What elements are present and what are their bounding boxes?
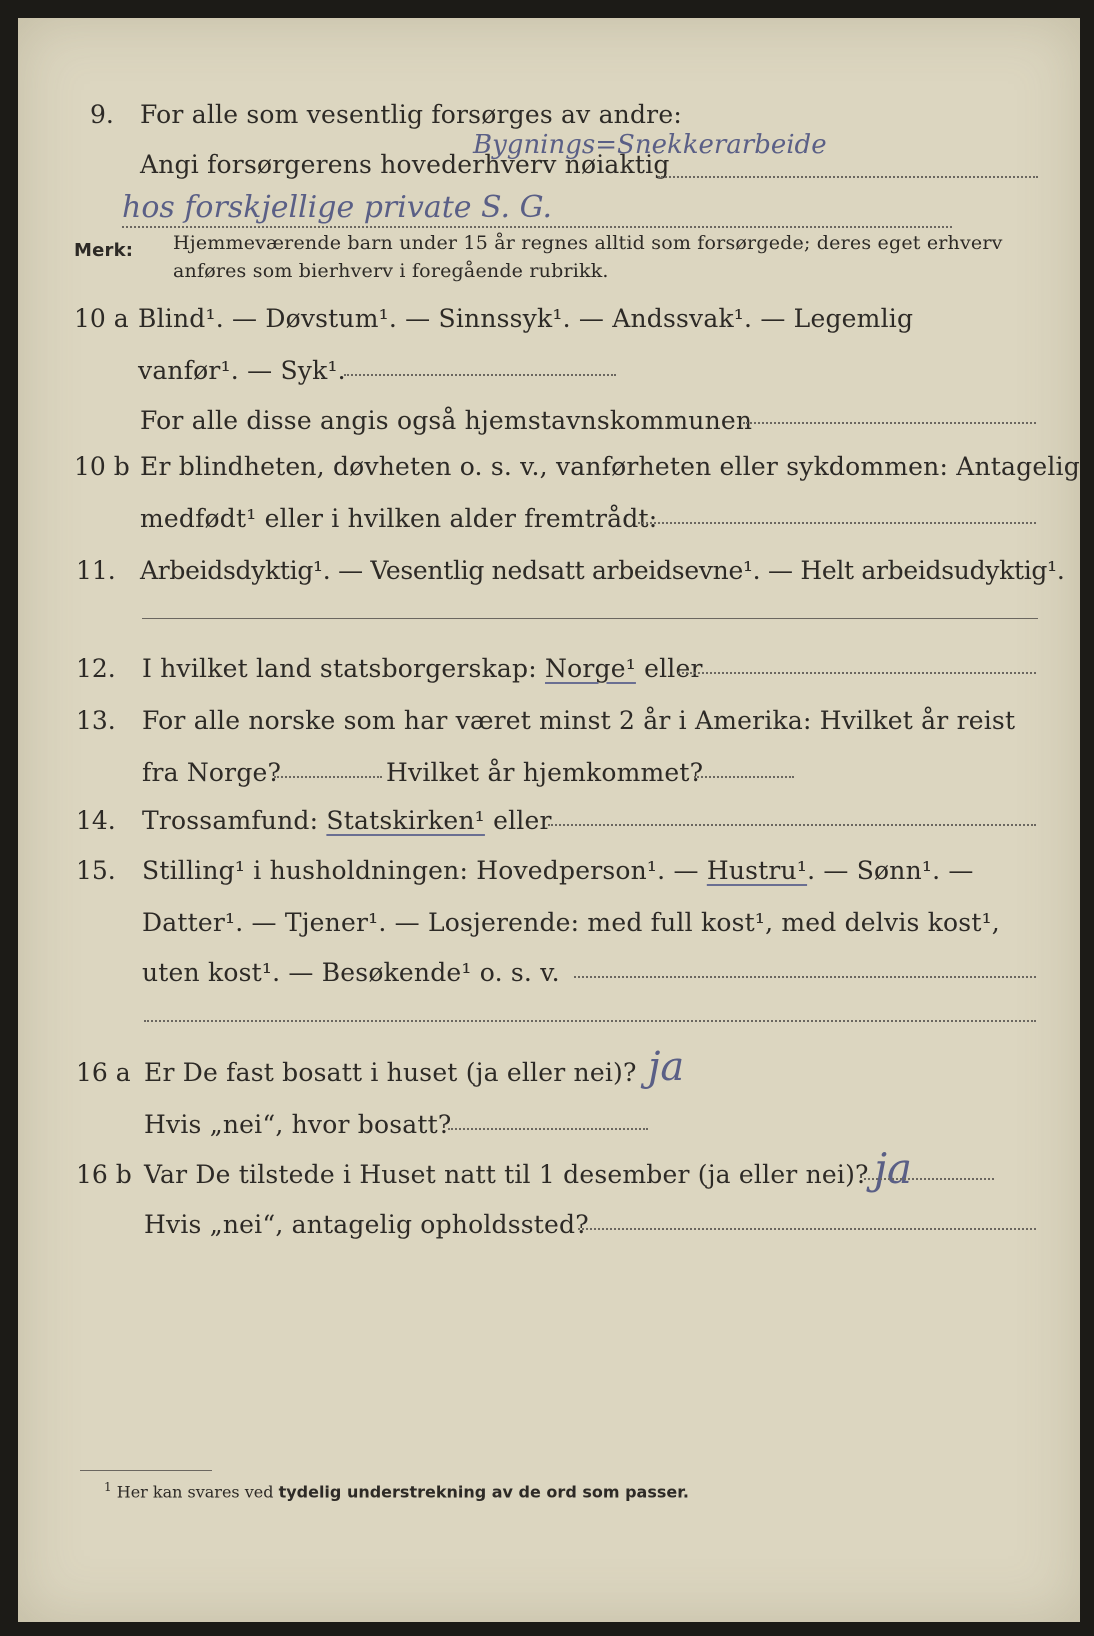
- q9-handwritten-answer-1: Bygnings=Snekkerarbeide: [473, 130, 827, 160]
- q13-hjemkommet-dotted-line: [694, 776, 794, 778]
- footnote-bold-text: tydelig understrekning av de ord som passer.: [278, 1482, 689, 1502]
- q10a-hjemstavn-dotted-line: [743, 422, 1036, 424]
- q15-dotted-line: [574, 976, 1036, 978]
- q11-line1: Arbeidsdyktig¹. — Vesentlig nedsatt arbeidsevne¹. — Helt arbeidsudyktig¹.: [140, 556, 1065, 585]
- q11-answer-line: [142, 618, 1038, 619]
- q15-number: 15.: [76, 856, 116, 885]
- q9-answer-dotted-line: [658, 176, 1038, 178]
- q14-underlined-answer: Statskirken¹: [326, 806, 485, 835]
- q15-line1: [142, 856, 974, 885]
- q16a-line2: Hvis „nei“, hvor bosatt?: [144, 1110, 452, 1139]
- q13-number: 13.: [76, 706, 116, 735]
- q16a-handwritten-answer: ja: [648, 1044, 685, 1090]
- q9-line1: For alle som vesentlig forsørges av andre:: [140, 100, 682, 129]
- q10b-dotted-line: [638, 522, 1036, 524]
- q16b-dotted-line: [578, 1228, 1036, 1230]
- merk-label: Merk:: [74, 240, 134, 261]
- q16b-answer-dotted-line: [864, 1178, 994, 1180]
- q9-second-dotted-line: [122, 226, 952, 228]
- q10a-line1: Blind¹. — Døvstum¹. — Sinnssyk¹. — Andssvak¹. — Legemlig: [138, 304, 914, 333]
- q13-reist-dotted-line: [274, 776, 382, 778]
- q12-prefix: I hvilket land statsborgerskap:: [142, 654, 537, 683]
- q16a-dotted-line: [448, 1128, 648, 1130]
- q14-line: [142, 806, 552, 835]
- q15-second-dotted-line: [144, 1020, 1036, 1022]
- q12-line: [142, 654, 703, 683]
- q16a-number: 16 a: [76, 1058, 131, 1087]
- q16b-number: 16 b: [76, 1160, 132, 1189]
- q9-number: 9.: [90, 100, 114, 129]
- q10a-number: 10 a: [74, 304, 129, 333]
- q13-line2b: Hvilket år hjemkommet?: [386, 758, 704, 787]
- q10b-number: 10 b: [74, 452, 130, 481]
- q12-dotted-line: [678, 672, 1036, 674]
- q9-line2: Angi forsørgerens hovederhverv nøiaktig: [140, 150, 670, 179]
- q12-suffix: eller: [644, 654, 703, 683]
- q9-handwritten-answer-2: hos forskjellige private S. G.: [122, 190, 553, 225]
- footnote-plain-text: Her kan svares ved: [116, 1482, 274, 1502]
- q10b-line1: Er blindheten, døvheten o. s. v., vanførheten eller sykdommen: Antagelig: [140, 452, 1080, 481]
- q15-prefix: Stilling¹ i husholdningen: Hovedperson¹. —: [142, 856, 699, 885]
- q13-line2a: fra Norge?: [142, 758, 282, 787]
- q10a-dotted-line: [344, 374, 616, 376]
- q10a-line3: For alle disse angis også hjemstavnskommunen: [140, 406, 753, 435]
- q15-line2: Datter¹. — Tjener¹. — Losjerende: med full kost¹, med delvis kost¹,: [142, 908, 1000, 937]
- merk-line1: Hjemmeværende barn under 15 år regnes alltid som forsørgede; deres eget erhverv: [173, 232, 1003, 254]
- footnote-mark: 1: [104, 1480, 112, 1494]
- q13-line1: For alle norske som har været minst 2 år i Amerika: Hvilket år reist: [142, 706, 1016, 735]
- q15-line3: uten kost¹. — Besøkende¹ o. s. v.: [142, 958, 560, 987]
- q10a-line2: vanfør¹. — Syk¹.: [138, 356, 346, 385]
- form-page: [18, 18, 1080, 1622]
- q15-underlined-answer: Hustru¹: [706, 856, 808, 885]
- footnote: [104, 1480, 689, 1501]
- q14-number: 14.: [76, 806, 116, 835]
- q14-dotted-line: [548, 824, 1036, 826]
- q16b-handwritten-answer: ja: [874, 1144, 913, 1193]
- q10b-line2: medfødt¹ eller i hvilken alder fremtrådt:: [140, 504, 658, 533]
- q16a-line1: Er De fast bosatt i huset (ja eller nei)?: [144, 1058, 637, 1087]
- q16b-line1: Var De tilstede i Huset natt til 1 desember (ja eller nei)?: [144, 1160, 869, 1189]
- footnote-separator: [80, 1470, 212, 1471]
- q14-suffix: eller: [493, 806, 552, 835]
- q11-number: 11.: [76, 556, 116, 585]
- q15-suffix: . — Sønn¹. —: [807, 856, 974, 885]
- q16b-line2: Hvis „nei“, antagelig opholdssted?: [144, 1210, 589, 1239]
- q12-underlined-answer: Norge¹: [545, 654, 636, 683]
- q14-prefix: Trossamfund:: [142, 806, 319, 835]
- q12-number: 12.: [76, 654, 116, 683]
- merk-line2: anføres som bierhverv i foregående rubrikk.: [173, 260, 609, 282]
